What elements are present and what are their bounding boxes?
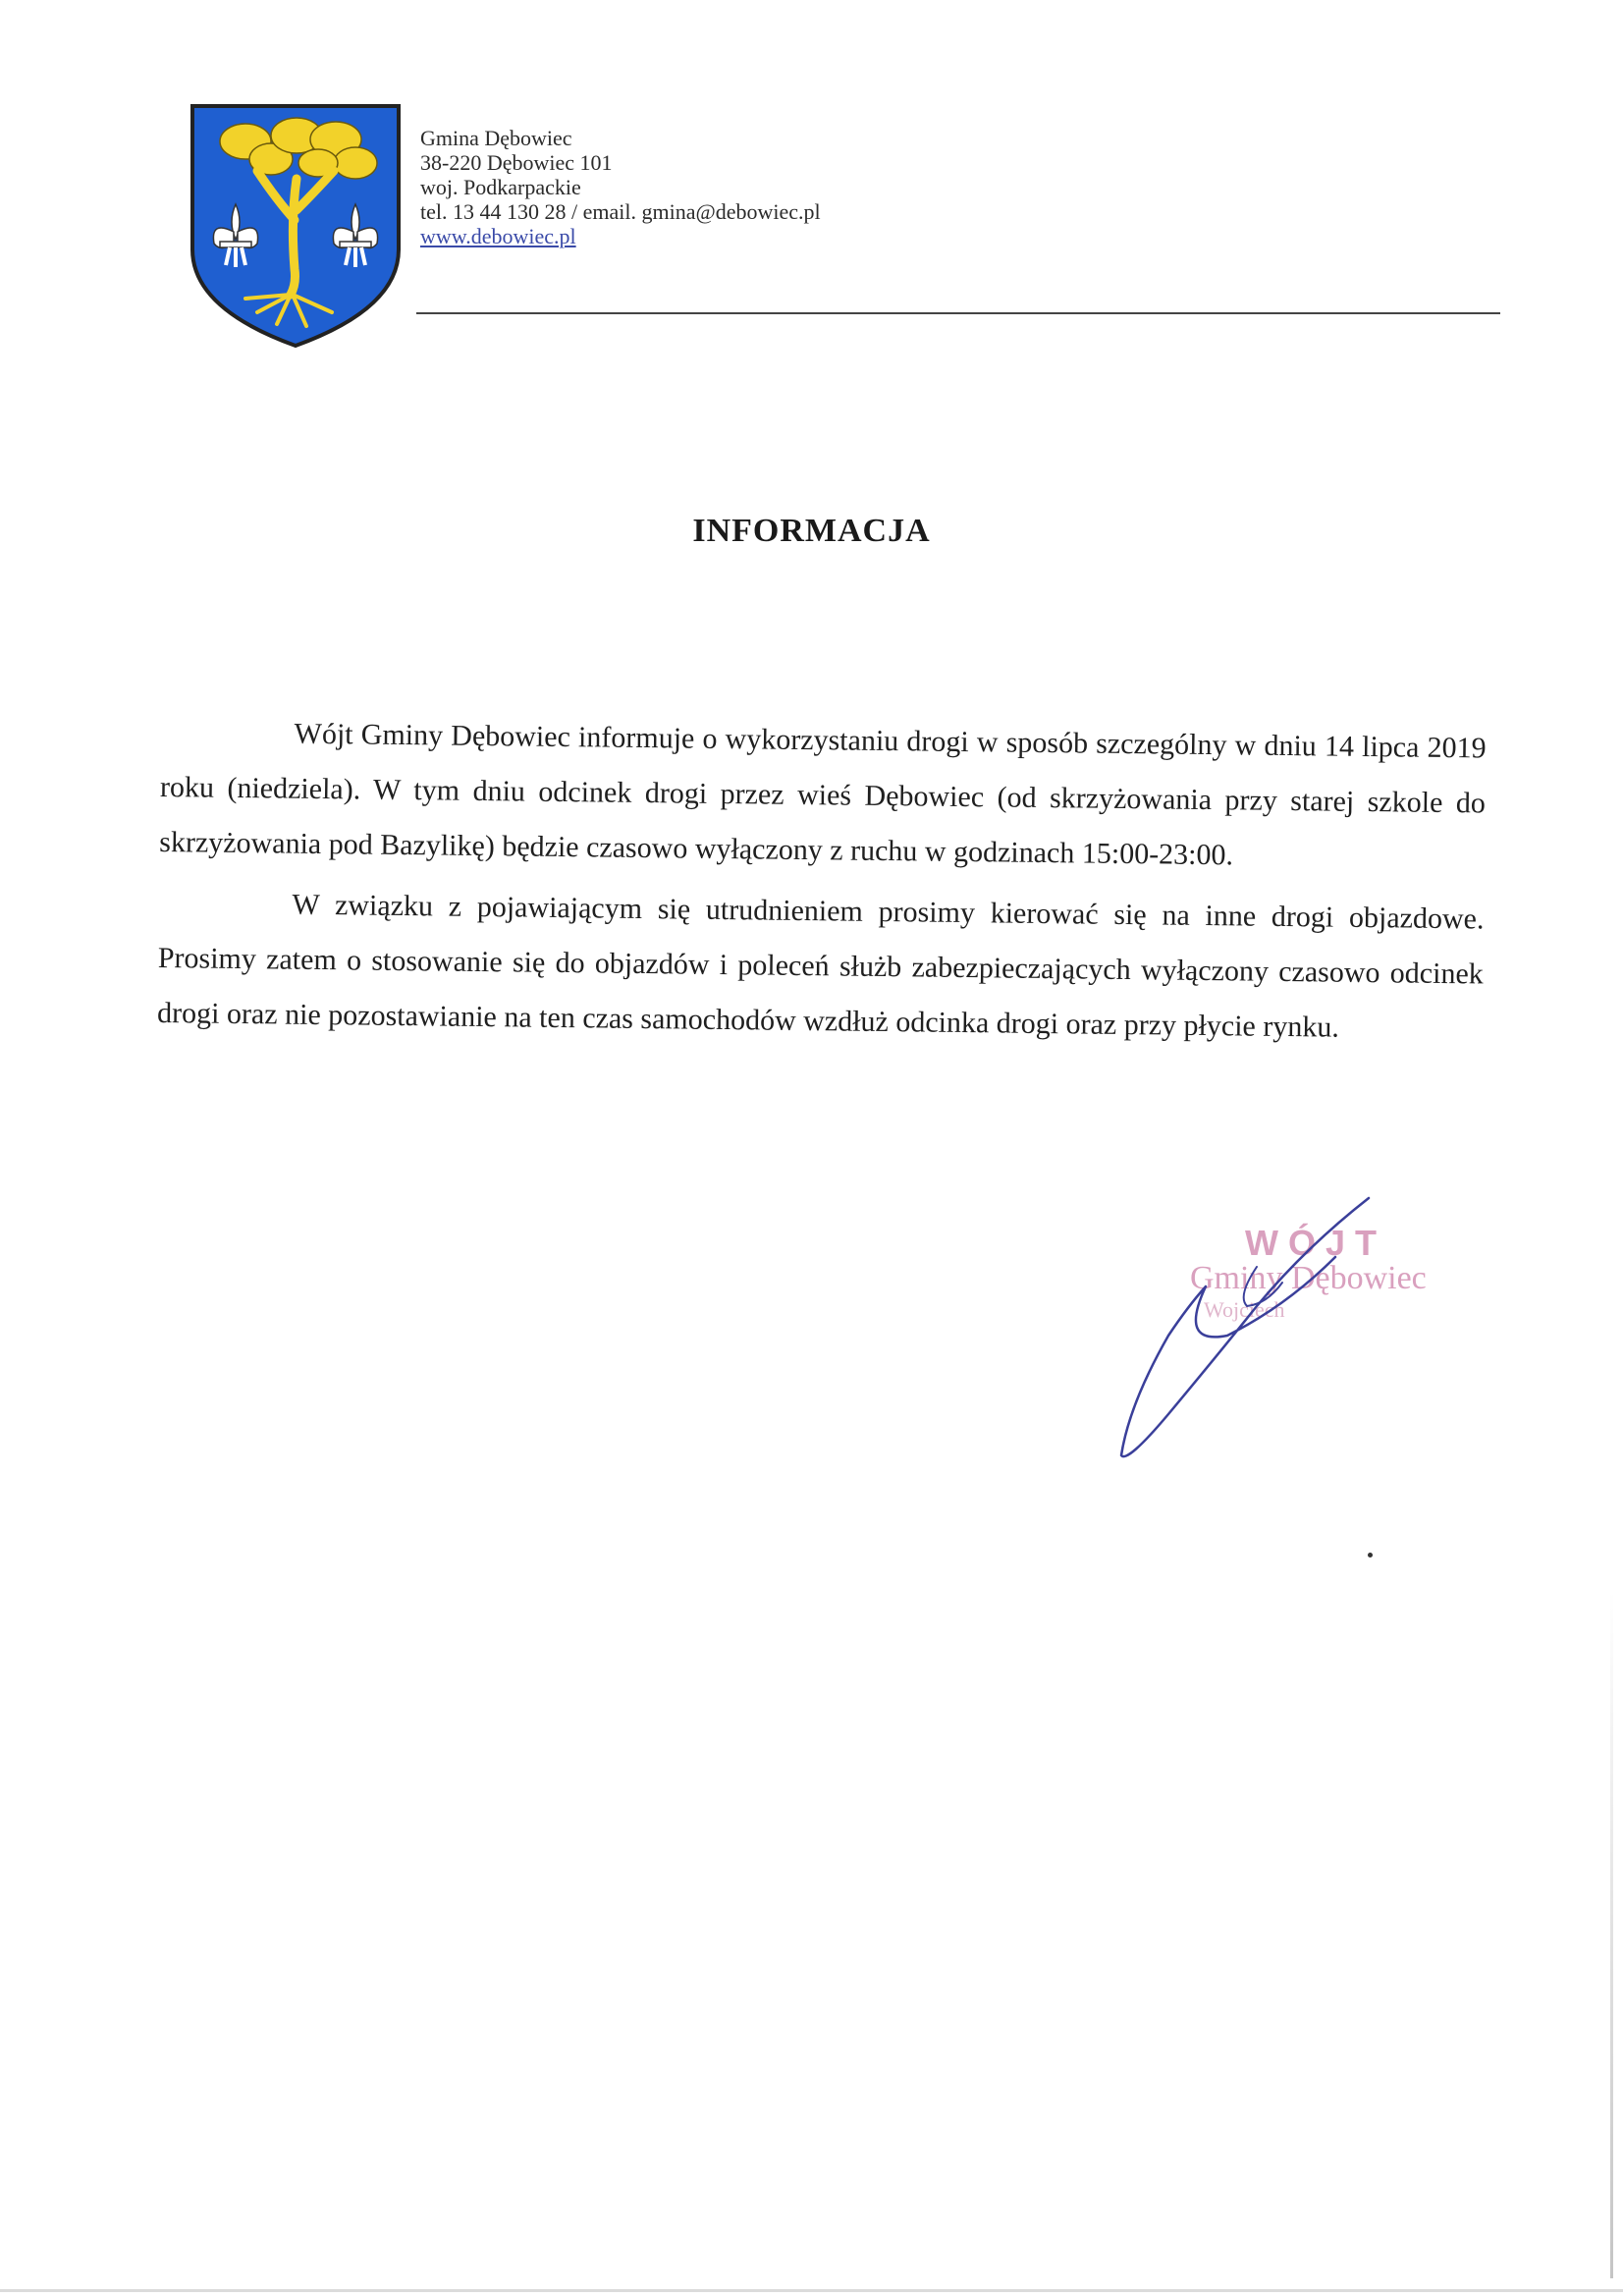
stamp-name: Wojciech: [1204, 1297, 1285, 1322]
org-name: Gmina Dębowiec: [420, 126, 572, 150]
scan-speck: [1368, 1553, 1373, 1558]
body-paragraph-1: Wójt Gminy Dębowiec informuje o wykorzystaniu drogi w sposób szczególny w dniu 14 lipca 2019 roku (niedziela). W tym dniu odcinek drogi przez wieś Dębowiec (od skrzyżowania przy starej szkole do skrzyżowania pod Bazylikę) będzie czasowo wyłączony z ruchu w godzinach 15:00-23:00.: [159, 717, 1487, 872]
stamp-office: Gminy Dębowiec: [1190, 1260, 1427, 1296]
handwritten-signature: [1109, 1188, 1404, 1483]
document-title: INFORMACJA: [692, 513, 931, 549]
scan-bottom-edge: [0, 2289, 1623, 2292]
stamp-title: WÓJT: [1245, 1223, 1386, 1263]
debowiec-coat-of-arms-icon: [189, 102, 403, 350]
letterhead-contact: [420, 126, 821, 248]
document-body: [157, 705, 1487, 1063]
org-phone-email: tel. 13 44 130 28 / email. gmina@debowiec.pl: [420, 199, 821, 224]
org-website-link[interactable]: www.debowiec.pl: [420, 224, 576, 248]
body-paragraph-2: W związku z pojawiającym się utrudnieniem prosimy kierować się na inne drogi objazdowe. Prosimy zatem o stosowanie się do objazdów i poleceń służb zabezpieczających wyłączony czasowo odcinek drogi oraz nie pozostawianie na ten czas samochodów wzdłuż odcinka drogi oraz przy płycie rynku.: [156, 888, 1485, 1044]
org-region: woj. Podkarpackie: [420, 175, 581, 199]
org-address: 38-220 Dębowiec 101: [420, 150, 613, 175]
scan-edge-shadow: [1610, 1591, 1613, 2278]
header-divider: [416, 312, 1500, 314]
